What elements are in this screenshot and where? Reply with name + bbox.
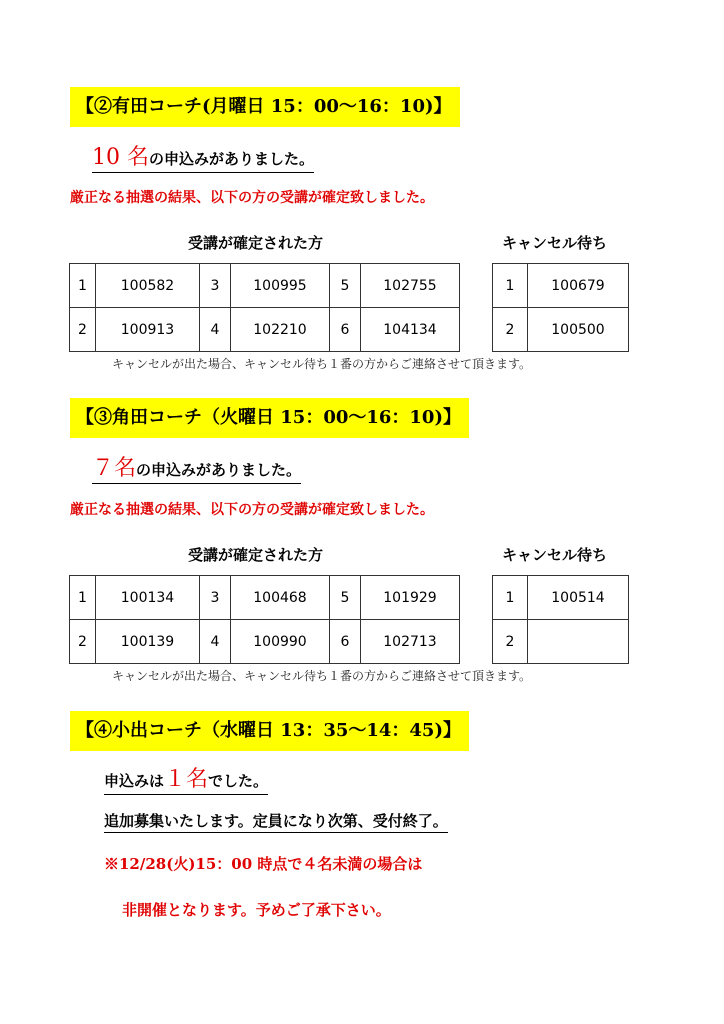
table-row <box>493 264 629 308</box>
table-cell: 4 <box>200 620 231 664</box>
table-cell: 100500 <box>528 308 629 352</box>
table-cell: 2 <box>493 308 528 352</box>
table-cell: 6 <box>330 308 361 352</box>
table-cell: 100990 <box>231 620 330 664</box>
table-cell: 100134 <box>96 576 200 620</box>
table-cell: 2 <box>70 620 96 664</box>
table-cell: 100582 <box>96 264 200 308</box>
applicant-count-line <box>92 140 314 173</box>
table-cell: 5 <box>330 264 361 308</box>
table-cell: 1 <box>70 264 96 308</box>
table-cell: 2 <box>493 620 528 664</box>
applicant-count-suffix: でした。 <box>208 772 269 790</box>
table-cell: 6 <box>330 620 361 664</box>
applicant-count: １名 <box>164 767 209 792</box>
table-row <box>70 264 460 308</box>
table-cell: 102713 <box>361 620 460 664</box>
table-row <box>493 576 629 620</box>
table-cell: 3 <box>200 576 231 620</box>
recruitment-note: 追加募集いたします。定員になり次第、受付終了。 <box>104 810 448 833</box>
result-note: 厳正なる抽選の結果、以下の方の受講が確定致しました。 <box>70 502 434 518</box>
waitlist-table <box>492 263 629 352</box>
table-cell: 101929 <box>361 576 460 620</box>
table-cell: 4 <box>200 308 231 352</box>
waitlist-table-title: キャンセル待ち <box>502 234 608 252</box>
table-cell: 2 <box>70 308 96 352</box>
cancellation-footnote: キャンセルが出た場合、キャンセル待ち１番の方からご連絡させて頂きます。 <box>112 669 532 683</box>
table-cell: 1 <box>70 576 96 620</box>
table-cell: 104134 <box>361 308 460 352</box>
table-cell: 100468 <box>231 576 330 620</box>
table-cell: 100679 <box>528 264 629 308</box>
section-heading: 【③角田コーチ（火曜日 15：00〜16：10)】 <box>70 398 469 438</box>
table-cell: 100995 <box>231 264 330 308</box>
applicant-count: 10 名 <box>92 145 149 170</box>
section-heading: 【②有田コーチ(月曜日 15：00〜16：10)】 <box>70 87 460 127</box>
table-cell: 1 <box>493 576 528 620</box>
waitlist-table <box>492 575 629 664</box>
table-cell: 100913 <box>96 308 200 352</box>
confirmed-table-title: 受講が確定された方 <box>188 546 324 564</box>
applicant-count-suffix: の申込みがありました。 <box>136 461 302 479</box>
table-cell: 102210 <box>231 308 330 352</box>
table-cell: 1 <box>493 264 528 308</box>
confirmed-table-title: 受講が確定された方 <box>188 234 324 252</box>
table-cell: 3 <box>200 264 231 308</box>
applicant-count-suffix: の申込みがありました。 <box>149 150 315 168</box>
confirmed-table <box>69 575 460 664</box>
table-row <box>493 308 629 352</box>
table-row <box>70 576 460 620</box>
table-row <box>70 308 460 352</box>
waitlist-table-title: キャンセル待ち <box>502 546 608 564</box>
confirmed-table <box>69 263 460 352</box>
applicant-count: ７名 <box>92 456 137 481</box>
cancellation-footnote: キャンセルが出た場合、キャンセル待ち１番の方からご連絡させて頂きます。 <box>112 357 532 371</box>
table-cell: 100514 <box>528 576 629 620</box>
table-cell <box>528 620 629 664</box>
table-cell: 102755 <box>361 264 460 308</box>
table-row <box>493 620 629 664</box>
cancellation-notice-line1: ※12/28(火)15：00 時点で４名未満の場合は <box>104 855 423 873</box>
table-cell: 5 <box>330 576 361 620</box>
table-cell: 100139 <box>96 620 200 664</box>
result-note: 厳正なる抽選の結果、以下の方の受講が確定致しました。 <box>70 190 434 206</box>
table-row <box>70 620 460 664</box>
applicant-count-line <box>104 762 268 795</box>
applicant-count-prefix: 申込みは <box>104 772 165 790</box>
section-heading: 【④小出コーチ（水曜日 13：35〜14：45)】 <box>70 711 469 751</box>
cancellation-notice-line2: 非開催となります。予めご了承下さい。 <box>122 901 391 919</box>
applicant-count-line <box>92 451 301 484</box>
